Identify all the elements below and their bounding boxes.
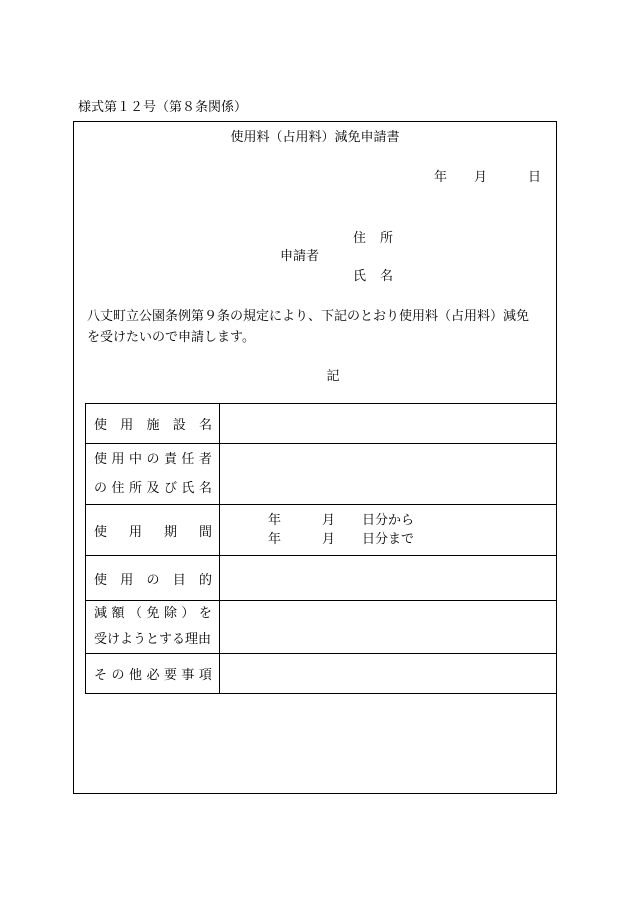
table-row: [86, 654, 557, 694]
request-text-line-1: 八丈町立公園条例第９条の規定により、下記のとおり使用料（占用料）減免: [87, 309, 530, 324]
purpose-value-cell[interactable]: [220, 556, 557, 601]
reason-label-line-1: 減 額 （ 免 除 ） を: [94, 606, 212, 621]
period-to-month: 月: [322, 532, 336, 547]
request-text-line-2: を受けたいので申請します。: [87, 330, 255, 345]
reason-label-line-2: 受けようとする理由: [94, 632, 212, 647]
table-row: [86, 505, 557, 556]
period-from-suffix: 日分から: [362, 513, 415, 528]
period-from-line: [220, 511, 556, 530]
responsible-label-cell: [86, 444, 220, 505]
date-day-label: 日: [528, 170, 542, 185]
other-label-cell: [86, 654, 220, 694]
period-to-line: [220, 530, 556, 549]
responsible-label-line-2: の 住 所 及 び 氏 名: [94, 481, 212, 496]
period-to-suffix: 日分まで: [362, 532, 415, 547]
period-value-cell[interactable]: [220, 505, 557, 556]
applicant-label: 申請者: [280, 249, 320, 264]
details-table: [85, 403, 557, 694]
facility-label-cell: [86, 404, 220, 444]
facility-value-cell[interactable]: [220, 404, 557, 444]
address-label: 住所: [353, 231, 408, 246]
table-row: [86, 556, 557, 601]
period-from-year: 年: [268, 513, 282, 528]
responsible-value-cell[interactable]: [220, 444, 557, 505]
facility-label: 使 用 施 設 名: [94, 418, 212, 433]
purpose-label: 使 用 の 目 的: [94, 572, 212, 588]
other-value-cell[interactable]: [220, 654, 557, 694]
period-from-month: 月: [322, 513, 336, 528]
date-year-label: 年: [434, 170, 448, 185]
reason-label-cell: [86, 601, 220, 654]
table-row: [86, 444, 557, 505]
purpose-label-cell: [86, 556, 220, 601]
table-row: [86, 404, 557, 444]
period-label: 使 用 期 間: [94, 524, 212, 540]
name-label: 氏名: [353, 269, 408, 284]
date-month-label: 月: [474, 170, 488, 185]
table-row: [86, 601, 557, 654]
responsible-label-line-1: 使 用 中 の 責 任 者: [94, 452, 212, 467]
reason-value-cell[interactable]: [220, 601, 557, 654]
period-label-cell: [86, 505, 220, 556]
ki-heading: 記: [326, 369, 340, 384]
other-label: そ の 他 必 要 事 項: [94, 668, 212, 683]
form-number: 様式第１２号（第８条関係）: [78, 100, 248, 115]
period-to-year: 年: [268, 532, 282, 547]
document-title: 使用料（占用料）減免申請書: [230, 130, 400, 145]
